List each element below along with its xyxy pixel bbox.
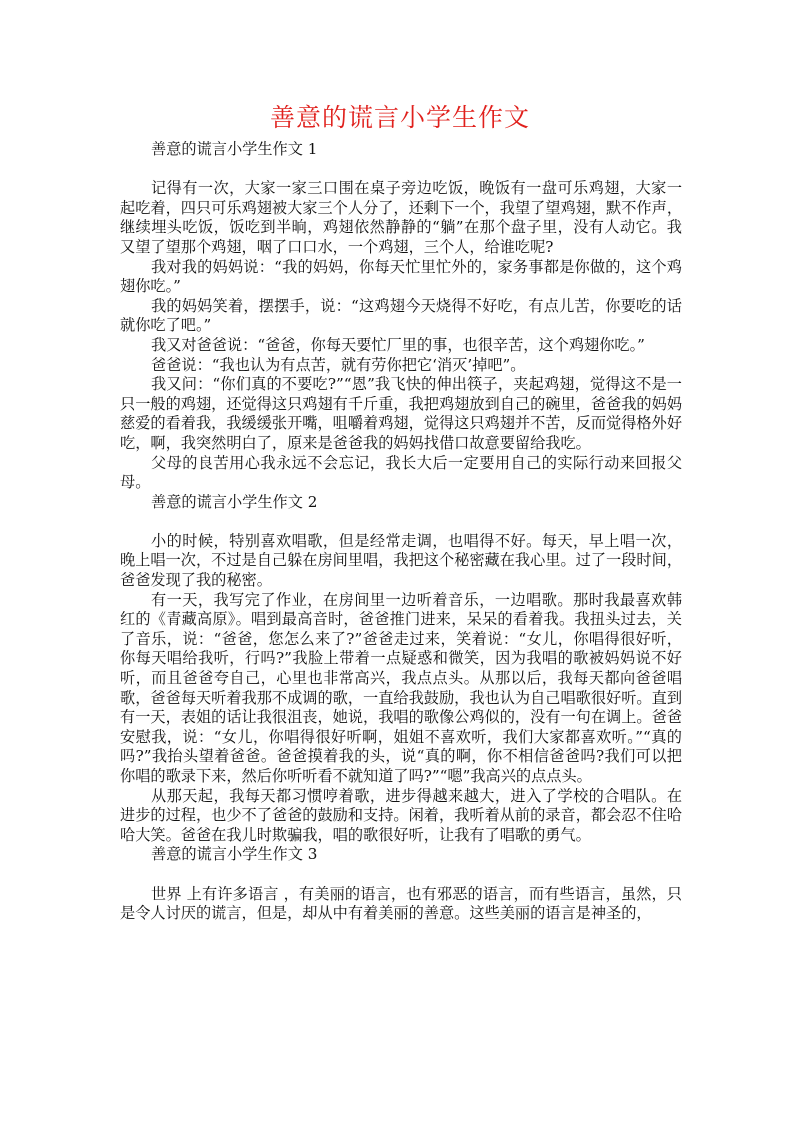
section-heading: 善意的谎言小学生作文 3: [151, 845, 318, 864]
paragraph: 世界 上有许多语言 ，有美丽的语言，也有邪恶的语言，而有些语言，虽然，只是令人讨厌的谎言，但是，却从中有着美丽的善意。这些美丽的语言是神圣的，: [120, 884, 682, 923]
document-body: [120, 140, 682, 924]
paragraph: 从那天起，我每天都习惯哼着歌，进步得越来越大，进入了学校的合唱队。在进步的过程，也少不了爸爸的鼓励和支持。闲着，我听着从前的录音，都会忍不住哈哈大笑。爸爸在我儿时欺骗我，唱的歌很好听，让我有了唱歌的勇气。: [120, 786, 682, 844]
section-spacer: [120, 512, 682, 532]
paragraph: 我对我的妈妈说：“我的妈妈，你每天忙里忙外的，家务事都是你做的，这个鸡翅你吃。”: [120, 257, 682, 296]
paragraph: 爸爸说：“我也认为有点苦，就有劳你把它‘消灭’掉吧”。: [151, 355, 526, 374]
essay-section-3: [120, 845, 682, 923]
paragraph: 我又问：“你们真的不要吃?”“恩”我飞快的伸出筷子，夹起鸡翅，觉得这不是一只一般的鸡翅，还觉得这只鸡翅有千斤重，我把鸡翅放到自己的碗里，爸爸我的妈妈慈爱的看着我，我缓缓张开嘴，咀嚼着鸡翅，觉得这只鸡翅并不苦，反而觉得格外好吃，啊，我突然明白了，原来是爸爸我的妈妈找借口故意要留给我吃。: [120, 375, 682, 452]
document-title: 善意的谎言小学生作文: [269, 103, 530, 132]
paragraph: 我又对爸爸说：“爸爸，你每天要忙厂里的事，也很辛苦，这个鸡翅你吃。”: [151, 335, 645, 354]
section-heading: 善意的谎言小学生作文 1: [151, 140, 318, 158]
paragraph: 记得有一次，大家一家三口围在桌子旁边吃饭，晚饭有一盘可乐鸡翅，大家一起吃着，四只可乐鸡翅被大家三个人分了，还剩下一个，我望了望鸡翅，默不作声，继续埋头吃饭，饭吃到半晌，鸡翅依然静静的“躺”在那个盘子里，没有人动它。我又望了望那个鸡翅，咽了口口水，一个鸡翅，三个人，给谁吃呢?: [120, 179, 682, 256]
essay-section-1: [120, 140, 682, 493]
paragraph: 父母的良苦用心我永远不会忘记，我长大后一定要用自己的实际行动来回报父母。: [120, 453, 682, 492]
essay-section-2: [120, 493, 682, 846]
paragraph: 我的妈妈笑着，摆摆手，说：“这鸡翅今天烧得不好吃，有点儿苦，你要吃的话就你吃了吧。”: [120, 296, 682, 335]
section-heading: 善意的谎言小学生作文 2: [151, 492, 318, 511]
section-spacer: [120, 865, 682, 885]
paragraph: 小的时候，特别喜欢唱歌，但是经常走调，也唱得不好。每天，早上唱一次，晚上唱一次，不过是自己躲在房间里唱，我把这个秘密藏在我心里。过了一段时间，爸爸发现了我的秘密。: [120, 531, 682, 590]
section-spacer: [120, 160, 682, 180]
paragraph: 有一天，我写完了作业，在房间里一边听着音乐，一边唱歌。那时我最喜欢韩红的《青藏高原》。唱到最高音时，爸爸推门进来，呆呆的看着我。我扭头过去，关了音乐，说：“爸爸，您怎么来了?”爸爸走过来，笑着说：“女儿，你唱得很好听，你每天唱给我听，行吗?”我脸上带着一点疑惑和微笑，因为我唱的歌被妈妈说不好听，而且爸爸夸自己，心里也非常高兴，我点点头。从那以后，我每天都向爸爸唱歌，爸爸每天听着我那不成调的歌，一直给我鼓励，我也认为自己唱歌很好听。直到有一天，表姐的话让我很沮丧，她说，我唱的歌像公鸡似的，没有一句在调上。爸爸安慰我，说：“女儿，你唱得很好听啊，姐姐不喜欢听，我们大家都喜欢听。”“真的吗?”我抬头望着爸爸。爸爸摸着我的头，说“真的啊，你不相信爸爸吗?我们可以把你唱的歌录下来，然后你听听看不就知道了吗?”“嗯”我高兴的点点头。: [120, 590, 682, 785]
